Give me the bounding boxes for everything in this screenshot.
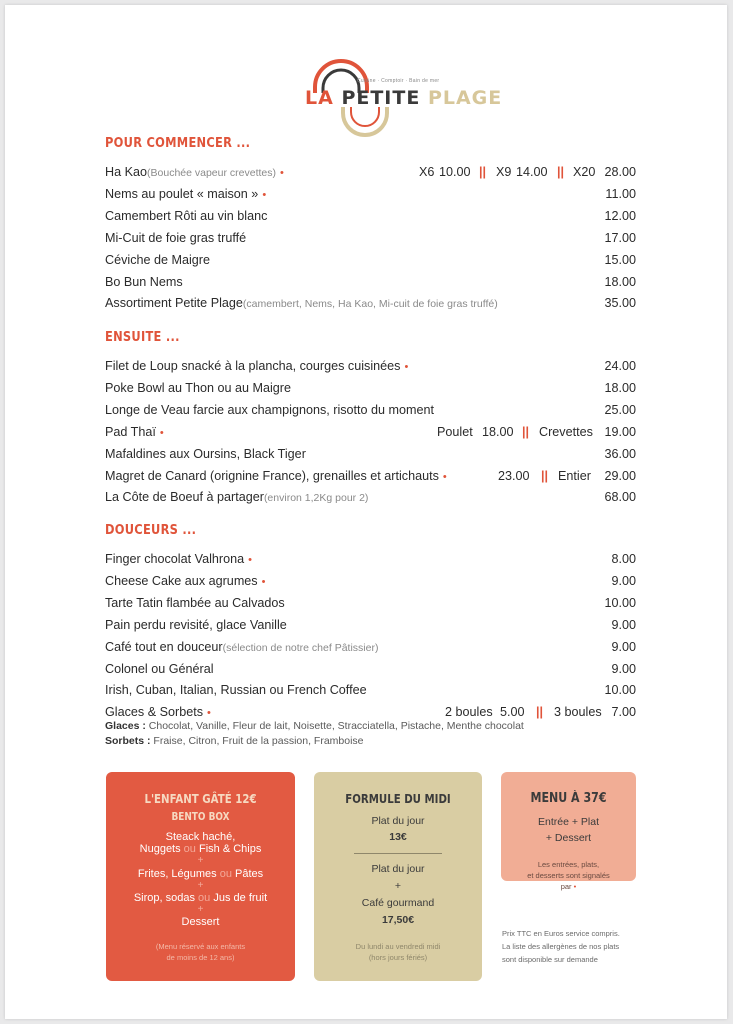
item-name-text: La Côte de Boeuf à partager <box>105 490 264 505</box>
menu-item-name <box>105 356 408 377</box>
option-price: 5.00 <box>500 705 525 720</box>
item-name-text: Nems au poulet « maison » <box>105 186 259 201</box>
menu-page <box>5 5 727 1019</box>
kids-menu-subtitle: BENTO BOX <box>171 811 230 823</box>
logo-la: LA <box>305 87 334 109</box>
item-price: 9.00 <box>611 661 636 676</box>
lunch-formula-title: FORMULE DU MIDI <box>345 792 451 806</box>
bullet-icon: • <box>207 707 211 720</box>
menu-item <box>105 466 636 486</box>
menu-item-name <box>105 400 434 420</box>
kids-foot-line: de moins de 12 ans) <box>166 953 235 962</box>
item-price: 25.00 <box>604 402 636 417</box>
item-description: (environ 1,2Kg pour 2) <box>263 492 369 505</box>
menu-item <box>105 422 636 442</box>
menu-item-name <box>105 444 306 464</box>
kids-text: Fish & Chips <box>195 843 262 856</box>
item-name-text: Café tout en douceur <box>105 639 223 654</box>
menu-item-name <box>105 549 252 570</box>
menu-item-name <box>105 571 265 592</box>
option-label: X6 <box>419 165 435 179</box>
menu-item <box>105 400 636 420</box>
item-price: 18.00 <box>604 380 636 395</box>
menu-37-content <box>501 814 636 846</box>
menu-item-name <box>105 487 368 508</box>
item-name-text: Camembert Rôti au vin blanc <box>105 208 268 223</box>
lunch-line: Café gourmand <box>361 897 435 909</box>
section-title-starters: POUR COMMENCER ... <box>105 136 251 151</box>
option-price: 10.00 <box>439 165 471 179</box>
menu-item <box>105 549 636 569</box>
kids-ou: ou <box>183 843 196 856</box>
kids-text: Nuggets <box>139 843 184 856</box>
menu-item <box>105 378 636 398</box>
item-price: 10.00 <box>604 595 636 610</box>
menu-item <box>105 162 636 182</box>
item-description: (sélection de notre chef Pâtissier) <box>222 641 379 654</box>
kids-plus: + <box>197 879 204 891</box>
item-name-text: Tarte Tatin flambée au Calvados <box>105 595 285 610</box>
item-name-text: Colonel ou Général <box>105 661 214 676</box>
item-name-text: Ha Kao <box>105 165 148 179</box>
kids-text: Frites, Légumes <box>137 867 220 880</box>
lunch-footnote <box>314 941 482 963</box>
item-price: 68.00 <box>604 490 636 505</box>
kids-ou: ou <box>198 892 211 905</box>
menu-item-name <box>105 272 183 292</box>
menu-item <box>105 659 636 679</box>
price-separator: || <box>541 468 549 483</box>
bullet-icon: • <box>159 426 164 439</box>
menu-item <box>105 228 636 248</box>
logo-tagline: Cuisine · Comptoir · Bain de mer <box>357 78 440 84</box>
disclaimer-line: sont disponible sur demande <box>502 955 598 964</box>
kids-foot-line: (Menu réservé aux enfants <box>155 942 246 951</box>
bullet-icon: • <box>404 361 409 373</box>
price-disclaimer <box>502 927 620 966</box>
kids-menu-card <box>106 772 295 981</box>
menu-item <box>105 250 636 270</box>
menu-item-name <box>105 378 291 398</box>
lunch-plus: + <box>394 880 402 892</box>
sorbets-list: Fraise, Citron, Fruit de la passion, Framboise <box>150 735 364 747</box>
item-price: 12.00 <box>604 208 636 223</box>
item-name-text: Mi-Cuit de foie gras truffé <box>105 230 247 245</box>
sorbets-note <box>105 735 364 747</box>
kids-menu-title: L'ENFANT GÂTÉ 12€ <box>144 792 257 806</box>
item-description: (Bouchée vapeur crevettes) <box>147 167 276 179</box>
menu-37-line: Entrée + Plat <box>538 816 599 828</box>
item-name-text: Mafaldines aux Oursins, Black Tiger <box>105 446 306 461</box>
menu-37-card <box>501 772 636 891</box>
item-price: 36.00 <box>604 446 636 461</box>
lunch-price: 13€ <box>389 831 407 843</box>
kids-menu-body <box>106 831 295 929</box>
lunch-line: Plat du jour <box>371 863 425 875</box>
item-name-text: Poke Bowl au Thon ou au Maigre <box>105 380 291 395</box>
item-price: 11.00 <box>605 186 636 201</box>
section-title-mains: ENSUITE ... <box>105 330 180 345</box>
lunch-divider <box>354 853 442 854</box>
bullet-icon: • <box>280 167 284 179</box>
kids-line <box>106 843 295 855</box>
item-price: 8.00 <box>611 552 636 566</box>
kids-text: Jus de fruit <box>210 892 268 905</box>
lunch-formula-a <box>314 813 482 845</box>
option-label: Crevettes <box>539 424 593 439</box>
option-price: 7.00 <box>611 705 636 720</box>
kids-plus: + <box>197 855 204 867</box>
item-name-text: Filet de Loup snacké à la plancha, courges cuisinées <box>105 359 401 373</box>
menu-37-line: + Dessert <box>545 832 592 844</box>
option-price: 14.00 <box>516 165 548 179</box>
option-price: 19.00 <box>604 424 636 439</box>
section-title-desserts: DOUCEURS ... <box>105 523 197 538</box>
menu-item <box>105 293 636 313</box>
lunch-price: 17,50€ <box>381 914 415 926</box>
option-label: X9 <box>496 165 512 179</box>
logo-text <box>305 87 502 109</box>
menu-item-name <box>105 615 287 635</box>
lunch-formula-card <box>314 772 482 981</box>
item-name-text: Magret de Canard (orignine France), grenailles et artichauts <box>105 468 439 483</box>
item-price: 9.00 <box>611 617 636 632</box>
bullet-icon: • <box>248 554 252 566</box>
lunch-formula-b <box>314 861 482 929</box>
item-name-text: Longe de Veau farcie aux champignons, risotto du moment <box>105 402 435 417</box>
menu-37-foot-line <box>501 881 636 892</box>
price-separator: || <box>557 165 565 179</box>
lunch-foot-line: Du lundi au vendredi midi <box>355 942 441 951</box>
item-name-text: Pain perdu revisité, glace Vanille <box>105 617 287 632</box>
option-price: 28.00 <box>604 165 636 179</box>
menu-item-name <box>105 162 284 183</box>
item-name-text: Pad Thaï <box>105 424 156 439</box>
menu-item <box>105 184 636 204</box>
kids-text: Pâtes <box>231 867 264 880</box>
item-description: (camembert, Nems, Ha Kao, Mi-cuit de foie gras truffé) <box>242 298 498 311</box>
lunch-line: Plat du jour <box>371 815 425 827</box>
menu-item-name <box>105 637 378 658</box>
glaces-note <box>105 720 524 732</box>
menu-item <box>105 571 636 591</box>
item-name-text: Cheese Cake aux agrumes <box>105 573 258 588</box>
menu-37-footnote <box>501 859 636 892</box>
item-name-text: Assortiment Petite Plage <box>105 296 243 311</box>
glaces-label: Glaces : <box>105 720 146 732</box>
option-label: Poulet <box>437 424 473 439</box>
menu-item-name <box>105 228 246 248</box>
logo-petite: PETITE <box>341 87 421 109</box>
item-name-text: Finger chocolat Valhrona <box>105 552 245 566</box>
item-price: 24.00 <box>604 359 636 373</box>
kids-line <box>106 868 295 880</box>
kids-line: Dessert <box>181 916 220 929</box>
kids-menu-footnote <box>106 941 295 963</box>
menu-item <box>105 206 636 226</box>
logo-plage: PLAGE <box>427 87 503 109</box>
kids-ou: ou <box>219 867 232 880</box>
menu-item-name <box>105 680 367 700</box>
menu-item-name <box>105 422 164 443</box>
price-separator: || <box>536 705 544 720</box>
option-price: 29.00 <box>604 468 636 483</box>
menu-item-name <box>105 250 210 270</box>
item-price: 35.00 <box>604 296 636 311</box>
menu-37-foot-line: et desserts sont signalés <box>527 871 610 880</box>
menu-item-name <box>105 593 285 613</box>
item-name-text: Céviche de Maigre <box>105 252 210 267</box>
item-price: 9.00 <box>611 639 636 654</box>
option-label: 3 boules <box>554 705 602 720</box>
item-price: 15.00 <box>604 252 636 267</box>
item-name-text: Bo Bun Nems <box>105 274 183 289</box>
item-name-text: Glaces & Sorbets <box>105 705 203 720</box>
bullet-icon: • <box>261 575 266 588</box>
option-label: 2 boules <box>445 705 493 720</box>
menu-item <box>105 487 636 507</box>
lunch-foot-line: (hors jours fériés) <box>368 953 428 962</box>
menu-item <box>105 356 636 376</box>
menu-item <box>105 444 636 464</box>
kids-line: Steack haché, <box>165 831 236 843</box>
menu-37-title: MENU À 37€ <box>530 791 607 806</box>
item-price: 9.00 <box>611 573 636 588</box>
menu-item-name <box>105 293 498 314</box>
bullet-icon: • <box>262 188 267 201</box>
kids-plus: + <box>197 904 204 916</box>
option-label: Entier <box>558 468 591 483</box>
menu-item <box>105 272 636 292</box>
kids-text: Sirop, sodas <box>133 892 199 905</box>
option-label: X20 <box>573 165 596 179</box>
glaces-list: Chocolat, Vanille, Fleur de lait, Noisette, Stracciatella, Pistache, Menthe chocolat <box>145 720 524 732</box>
menu-item <box>105 680 636 700</box>
item-name-text: Irish, Cuban, Italian, Russian ou French Coffee <box>105 683 367 698</box>
menu-item <box>105 615 636 635</box>
disclaimer-line: La liste des allergènes de nos plats <box>502 942 620 951</box>
bullet-icon: • <box>442 470 447 483</box>
menu-item-name <box>105 184 266 205</box>
item-price: 17.00 <box>604 230 636 245</box>
menu-item-name <box>105 659 214 679</box>
menu-item <box>105 637 636 657</box>
menu-item <box>105 593 636 613</box>
item-price: 10.00 <box>604 683 636 698</box>
menu-item-name <box>105 206 267 226</box>
price-separator: || <box>522 424 530 439</box>
menu-37-foot-text: par <box>560 882 572 891</box>
disclaimer-line: Prix TTC en Euros service compris. <box>502 929 620 938</box>
sorbets-label: Sorbets : <box>105 735 151 747</box>
menu-37-foot-line: Les entrées, plats, <box>537 860 600 869</box>
price-separator: || <box>479 165 487 179</box>
bullet-icon: • <box>573 882 577 891</box>
item-price: 18.00 <box>604 274 636 289</box>
menu-item-name <box>105 466 447 487</box>
option-price: 18.00 <box>482 424 514 439</box>
kids-line <box>106 892 295 904</box>
option-price: 23.00 <box>498 468 530 483</box>
